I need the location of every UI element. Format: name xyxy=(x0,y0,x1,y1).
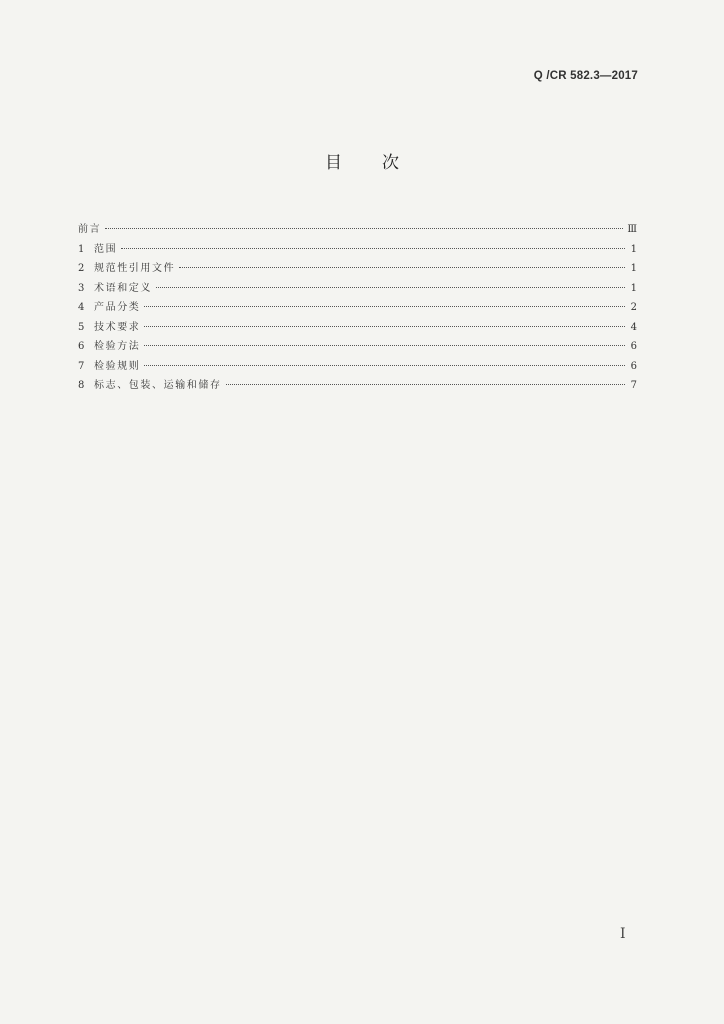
toc-entry-label: 检验方法 xyxy=(94,341,141,352)
toc-entry-marking-packaging[interactable] xyxy=(78,376,637,396)
toc-entry-number: 5 xyxy=(78,321,85,333)
toc-entry-technical-requirements[interactable] xyxy=(78,318,637,338)
toc-entry-label: 前言 xyxy=(78,224,102,235)
toc-entry-foreword[interactable] xyxy=(78,220,637,240)
dot-leader xyxy=(144,365,625,366)
toc-entry-number: 8 xyxy=(78,380,85,391)
toc-entry-number: 2 xyxy=(78,263,85,274)
toc-entry-label: 检验规则 xyxy=(94,360,141,372)
toc-entry-number: 3 xyxy=(78,282,85,294)
dot-leader xyxy=(121,248,625,249)
toc-entry-inspection-rules[interactable] xyxy=(78,357,637,377)
toc-entry-label: 标志、包装、运输和储存 xyxy=(94,380,222,391)
toc-entry-label: 术语和定义 xyxy=(94,282,152,294)
toc-entry-label: 范围 xyxy=(94,243,118,255)
toc-entry-number: 6 xyxy=(78,341,85,352)
dot-leader xyxy=(156,287,625,288)
table-of-contents xyxy=(78,220,637,396)
dot-leader xyxy=(226,384,625,385)
toc-entry-page: Ⅲ xyxy=(627,224,637,235)
toc-entry-normative-references[interactable] xyxy=(78,259,637,279)
toc-entry-page: 6 xyxy=(630,360,637,372)
toc-entry-page: 2 xyxy=(630,302,637,313)
dot-leader xyxy=(105,228,623,229)
toc-entry-number: 1 xyxy=(78,243,85,255)
dot-leader xyxy=(179,267,625,268)
toc-entry-page: 6 xyxy=(630,341,637,352)
toc-entry-label: 规范性引用文件 xyxy=(94,263,176,274)
toc-entry-label: 技术要求 xyxy=(94,321,141,333)
toc-entry-product-classification[interactable] xyxy=(78,298,637,318)
toc-entry-page: 7 xyxy=(630,380,637,391)
standard-code: Q /CR 582.3—2017 xyxy=(533,70,638,82)
page-number: I xyxy=(620,926,626,942)
dot-leader xyxy=(144,306,625,307)
toc-entry-page: 1 xyxy=(630,243,637,255)
dot-leader xyxy=(144,326,625,327)
toc-entry-page: 1 xyxy=(630,263,637,274)
toc-entry-number: 4 xyxy=(78,302,85,313)
toc-entry-terms-definitions[interactable] xyxy=(78,279,637,299)
toc-entry-page: 1 xyxy=(630,282,637,294)
toc-entry-label: 产品分类 xyxy=(94,302,141,313)
toc-entry-scope[interactable] xyxy=(78,240,637,260)
toc-title: 目次 xyxy=(325,153,439,173)
toc-entry-page: 4 xyxy=(630,321,637,333)
dot-leader xyxy=(144,345,625,346)
toc-entry-number: 7 xyxy=(78,360,85,372)
toc-entry-test-methods[interactable] xyxy=(78,337,637,357)
